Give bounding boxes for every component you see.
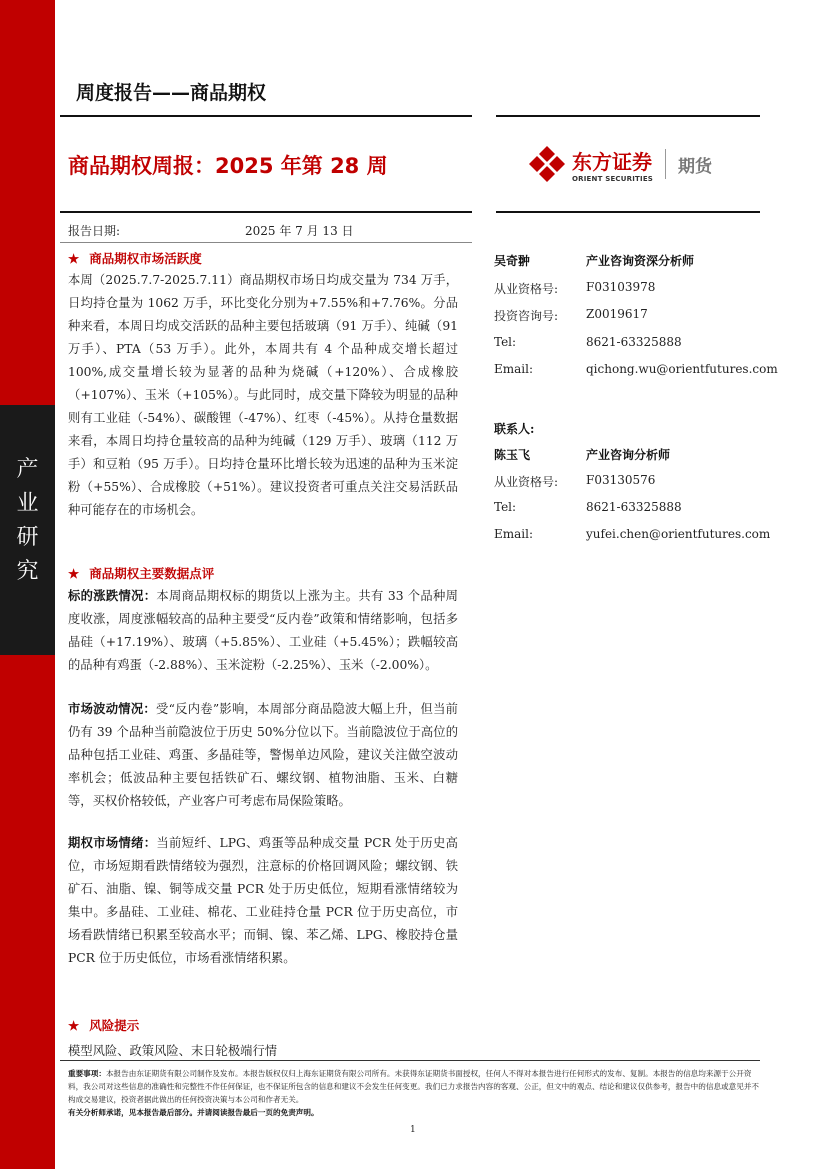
analyst-field-value: 8621-63325888: [586, 335, 682, 349]
activity-paragraph: 本周（2025.7.7-2025.7.11）商品期权市场日均成交量为 734 万手，日均持仓量为 1062 万手，环比变化分别为+7.55%和+7.76%。分品种来看，本周日均成交活跃的品种主要包括玻璃（91 万手）、纯碱（91 万手）、PTA（53 万手）。此外，本周共有 4 个品种成交增长超过 100%,成交量增长较为显著的品种为烧碱（+120%）、合成橡胶（+107%）、玉米（+105%）。与此同时，成交量下降较为明显的品种则有工业硅（-54%）、碳酸锂（-47%）、红枣（-45%）。从持仓量数据来看，本周日均持仓量较高的品种为纯碱（129 万手）、玻璃（112 万手）和豆粕（95 万手）。日均持仓量环比增长较为迅速的品种为玉米淀粉（+55%）、合成橡胶（+51%）。建议投资者可重点关注交易活跃品种可能存在的市场机会。: [68, 273, 458, 517]
item-text: 受“反内卷”影响，本周部分商品隐波大幅上升，但当前仍有 39 个品种当前隐波位于历史 50%分位以下。当前隐波位于高位的品种包括工业硅、鸡蛋、多晶硅等，警惕单边风险，建议关注做空波动率机会；低波品种主要包括铁矿石、螺纹钢、植物油脂、玉米、白糖等，买权价格较低，产业客户可考虑布局保险策略。: [68, 702, 458, 808]
company-logo: [528, 140, 768, 188]
sidebar-category-tag: [0, 405, 55, 655]
contact-field-value: 8621-63325888: [586, 500, 682, 514]
section-heading-text: 风险提示: [89, 1018, 140, 1033]
analyst-name: 吴奇翀: [494, 254, 531, 268]
header-rule-right-bottom: [496, 211, 760, 213]
sidebar-tag-char: 产: [16, 457, 39, 482]
section-heading-text: 商品期权市场活跃度: [89, 251, 202, 266]
footer-notice-label: 重要事项：: [68, 1069, 106, 1078]
report-title: 商品期权周报：2025 年第 28 周: [68, 154, 388, 178]
logo-division: 期货: [678, 156, 713, 177]
contact-heading: 联系人:: [494, 422, 535, 436]
section-heading-activity: [68, 249, 202, 267]
analyst-field-label: 从业资格号:: [494, 282, 559, 296]
contact-field-label: Tel:: [494, 500, 517, 514]
analyst-field-label: Email:: [494, 362, 534, 376]
analyst-field-label: 投资咨询号:: [494, 309, 559, 323]
report-date-label: 报告日期:: [68, 224, 121, 238]
sidebar-tag-char: 业: [16, 491, 39, 516]
section-heading-text: 商品期权主要数据点评: [89, 566, 215, 581]
star-icon: ★: [68, 1018, 80, 1033]
footer-notice: [68, 1067, 760, 1119]
analyst-field-label: Tel:: [494, 335, 517, 349]
analyst-field-value: F03103978: [586, 280, 656, 294]
item-text: 本周商品期权标的期货以上涨为主。共有 33 个品种周度收涨，周度涨幅较高的品种主要受“反内卷”政策和情绪影响，包括多晶硅（+17.19%）、玻璃（+5.85%）、工业硅（+5.45%）；跌幅较高的品种有鸡蛋（-2.88%）、玉米淀粉（-2.25%）、玉米（-2.00%）。: [68, 589, 458, 672]
header-rule-left-bottom: [60, 211, 472, 213]
footer-notice-text: 本报告由东证期货有限公司制作及发布。本报告版权仅归上海东证期货有限公司所有。未获得东证期货书面授权，任何人不得对本报告进行任何形式的发布、复制。本报告的信息均来源于公开资料，我公司对这些信息的准确性和完整性不作任何保证，也不保证所包含的信息和建议不会发生任何变更。我们已力求报告内容的客观、公正，但文中的观点、结论和建议仅供参考，报告中的信息或意见并不构成交易建议，投资者据此做出的任何投资决策与本公司和作者无关。: [68, 1069, 760, 1104]
section-heading-data-review: [68, 564, 214, 582]
star-icon: ★: [68, 566, 80, 581]
doc-type-heading: 周度报告——商品期权: [76, 82, 267, 104]
meta-divider: [60, 242, 472, 243]
report-date-value: 2025 年 7 月 13 日: [245, 224, 354, 238]
footer-disclaimer: 有关分析师承诺，见本报告最后部分。并请阅读报告最后一页的免责声明。: [68, 1108, 319, 1117]
sidebar-tag-char: 究: [16, 559, 39, 584]
logo-english-name: ORIENT SECURITIES: [572, 174, 654, 183]
logo-divider: [665, 149, 666, 179]
star-icon: ★: [68, 251, 80, 266]
analyst-email-link[interactable]: qichong.wu@orientfutures.com: [586, 362, 778, 376]
analyst-field-value: Z0019617: [586, 307, 648, 321]
logo-mark-icon: [528, 145, 566, 183]
logo-company-name: 东方证券: [572, 149, 652, 174]
item-label: 标的涨跌情况：: [68, 588, 157, 603]
contact-name: 陈玉飞: [494, 448, 531, 462]
section-heading-risk: [68, 1016, 139, 1034]
data-review-item: [68, 831, 458, 970]
header-rule-left-top: [60, 115, 472, 117]
item-label: 期权市场情绪：: [68, 835, 157, 850]
risk-paragraph: 模型风险、政策风险、末日轮极端行情: [68, 1044, 278, 1058]
analyst-title: 产业咨询资深分析师: [586, 254, 695, 268]
header-rule-right-top: [496, 115, 760, 117]
contact-field-label: Email:: [494, 527, 534, 541]
contact-title: 产业咨询分析师: [586, 448, 671, 462]
contact-field-label: 从业资格号:: [494, 475, 559, 489]
contact-email-link[interactable]: yufei.chen@orientfutures.com: [586, 527, 771, 541]
footer-divider: [60, 1060, 760, 1061]
data-review-item: [68, 584, 458, 677]
sidebar-tag-char: 研: [16, 525, 39, 550]
contact-field-value: F03130576: [586, 473, 656, 487]
page-number: 1: [410, 1125, 416, 1135]
item-label: 市场波动情况：: [68, 701, 156, 716]
item-text: 当前短纤、LPG、鸡蛋等品种成交量 PCR 处于历史高位，市场短期看跌情绪较为强烈，注意标的价格回调风险；螺纹钢、铁矿石、油脂、镍、铜等成交量 PCR 处于历史低位，短期看涨情绪较为集中。多晶硅、工业硅、棉花、工业硅持仓量 PCR 位于历史高位，市场看跌情绪已积累至较高水平；而铜、镍、苯乙烯、LPG、橡胶持仓量 PCR 位于历史低位，市场看涨情绪积累。: [68, 836, 458, 965]
data-review-item: [68, 697, 458, 813]
